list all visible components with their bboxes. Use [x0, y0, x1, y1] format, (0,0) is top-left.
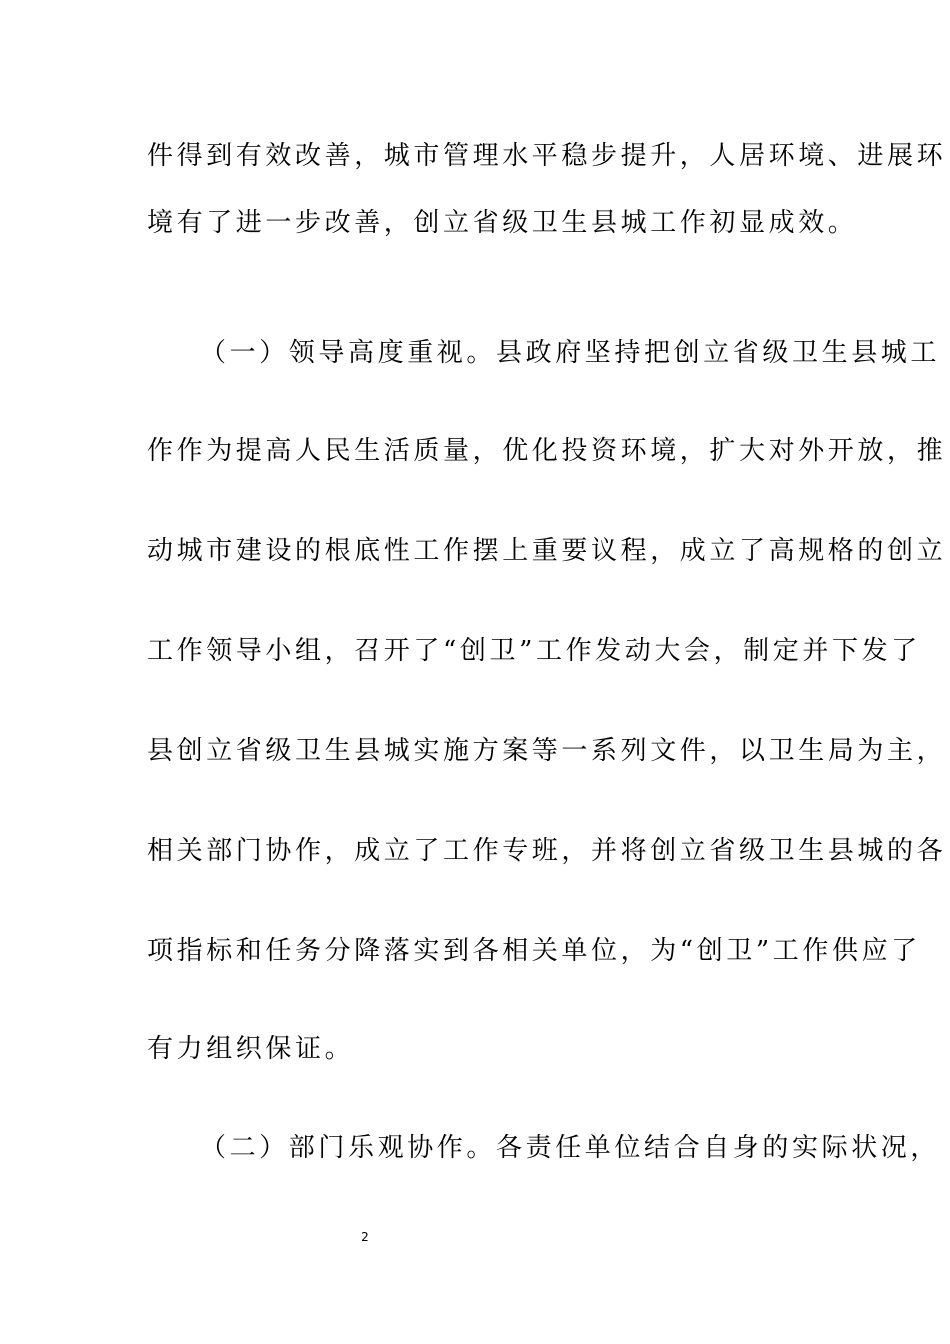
paragraph-line: 县创立省级卫生县城实施方案等一系列文件，以卫生局为主，: [147, 736, 947, 766]
paragraph-line: 作作为提高人民生活质量，优化投资环境，扩大对外开放，推: [147, 436, 947, 466]
paragraph-line: 有力组织保证。: [147, 1034, 355, 1064]
paragraph-line: 工作领导小组，召开了“创卫”工作发动大会，制定并下发了: [147, 636, 921, 666]
paragraph-line: 项指标和任务分降落实到各相关单位，为“创卫”工作供应了: [147, 936, 921, 966]
paragraph-line: （二）部门乐观协作。各责任单位结合自身的实际状况，: [200, 1133, 941, 1163]
page-number: 2: [361, 1230, 369, 1244]
paragraph-line: 相关部门协作，成立了工作专班，并将创立省级卫生县城的各: [147, 836, 947, 866]
paragraph-line: （一）领导高度重视。县政府坚持把创立省级卫生县城工: [200, 338, 941, 368]
paragraph-line: 动城市建设的根底性工作摆上重要议程，成立了高规格的创立: [147, 536, 947, 566]
paragraph-line: 境有了进一步改善，创立省级卫生县城工作初显成效。: [147, 208, 858, 238]
paragraph-line: 件得到有效改善，城市管理水平稳步提升，人居环境、进展环: [147, 141, 947, 171]
